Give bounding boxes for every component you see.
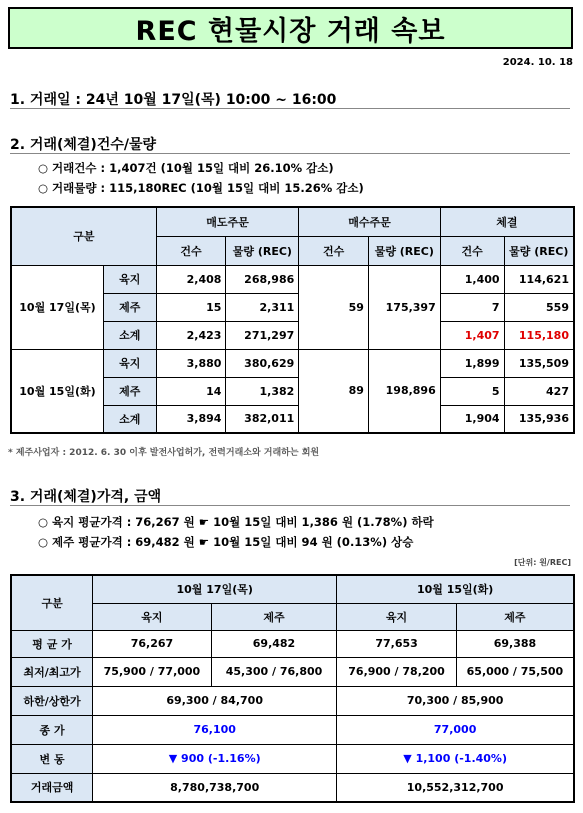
divider [10, 505, 570, 506]
sell-volume: 380,629 [226, 349, 299, 377]
table-row [11, 349, 574, 377]
minmax-price: 45,300 / 76,800 [211, 657, 337, 686]
land-price-summary: ○ 육지 평균가격 : 76,267 원 ☛ 10월 15일 대비 1,386 원 (1.78%) 하락 [38, 515, 434, 529]
header-volume: 물량 (REC) [226, 236, 299, 265]
deal-volume: 115,180 [504, 321, 574, 349]
table-row [11, 686, 574, 715]
table-row [11, 744, 574, 773]
avg-price: 69,482 [211, 630, 337, 657]
minmax-price: 76,900 / 78,200 [337, 657, 457, 686]
avg-price: 76,267 [93, 630, 212, 657]
deal-volume: 135,936 [504, 405, 574, 433]
sell-count: 15 [156, 293, 226, 321]
minmax-price: 65,000 / 75,500 [456, 657, 574, 686]
volume-table [10, 206, 575, 434]
buy-volume: 175,397 [368, 265, 440, 349]
buy-count: 89 [299, 349, 369, 433]
sell-volume: 268,986 [226, 265, 299, 293]
row-label: 육지 [103, 349, 156, 377]
report-date: 2024. 10. 18 [502, 57, 573, 68]
sell-volume: 271,297 [226, 321, 299, 349]
sell-count: 2,408 [156, 265, 226, 293]
divider [10, 153, 570, 154]
jeju-price-summary: ○ 제주 평균가격 : 69,482 원 ☛ 10월 15일 대비 94 원 (0.13%) 상승 [38, 535, 414, 549]
header-count: 건수 [299, 236, 369, 265]
section2-heading: 2. 거래(체결)건수/물량 [10, 137, 157, 153]
row-label: 최저/최고가 [11, 657, 93, 686]
deal-volume: 427 [504, 377, 574, 405]
price-change: ▼ 1,100 (-1.40%) [337, 744, 574, 773]
divider [10, 108, 570, 109]
price-table [10, 574, 575, 803]
sell-count: 3,894 [156, 405, 226, 433]
limit-price: 70,300 / 85,900 [337, 686, 574, 715]
sell-volume: 382,011 [226, 405, 299, 433]
table-row [11, 715, 574, 744]
footnote: * 제주사업자 : 2012. 6. 30 이후 발전사업허가, 전력거래소와 거래하는 회원 [8, 448, 320, 458]
buy-count: 59 [299, 265, 369, 349]
header-count: 건수 [156, 236, 226, 265]
header-jeju: 제주 [211, 603, 337, 630]
count-summary: ○ 거래건수 : 1,407건 (10월 15일 대비 26.10% 감소) [38, 161, 334, 175]
sell-count: 2,423 [156, 321, 226, 349]
sell-count: 3,880 [156, 349, 226, 377]
header-land: 육지 [337, 603, 457, 630]
deal-volume: 135,509 [504, 349, 574, 377]
header-volume: 물량 (REC) [368, 236, 440, 265]
trade-amount: 8,780,738,700 [93, 773, 337, 802]
header-sell-order: 매도주문 [156, 207, 299, 236]
deal-count: 1,400 [440, 265, 504, 293]
avg-price: 69,388 [456, 630, 574, 657]
row-label: 하한/상한가 [11, 686, 93, 715]
deal-volume: 559 [504, 293, 574, 321]
avg-price: 77,653 [337, 630, 457, 657]
header-date1: 10월 17일(목) [93, 575, 337, 603]
header-date2: 10월 15일(화) [337, 575, 574, 603]
trade-amount: 10,552,312,700 [337, 773, 574, 802]
table-row [11, 265, 574, 293]
row-label: 소계 [103, 405, 156, 433]
table-row [11, 630, 574, 657]
row-label: 제주 [103, 377, 156, 405]
sell-volume: 1,382 [226, 377, 299, 405]
row-label: 변 동 [11, 744, 93, 773]
page-title: REC 현물시장 거래 속보 [135, 15, 446, 47]
header-count: 건수 [440, 236, 504, 265]
deal-count: 1,904 [440, 405, 504, 433]
deal-count: 1,407 [440, 321, 504, 349]
price-change: ▼ 900 (-1.16%) [93, 744, 337, 773]
section3-heading: 3. 거래(체결)가격, 금액 [10, 489, 162, 505]
volume-summary: ○ 거래물량 : 115,180REC (10월 15일 대비 15.26% 감소) [38, 181, 364, 195]
section1-heading: 1. 거래일 : 24년 10월 17일(목) 10:00 ~ 16:00 [10, 92, 337, 108]
deal-count: 5 [440, 377, 504, 405]
header-land: 육지 [93, 603, 212, 630]
limit-price: 69,300 / 84,700 [93, 686, 337, 715]
title-banner [8, 7, 573, 49]
sell-count: 14 [156, 377, 226, 405]
table-row [11, 657, 574, 686]
sell-volume: 2,311 [226, 293, 299, 321]
minmax-price: 75,900 / 77,000 [93, 657, 212, 686]
close-price: 77,000 [337, 715, 574, 744]
row-label: 평 균 가 [11, 630, 93, 657]
row-label: 소계 [103, 321, 156, 349]
header-gubun: 구분 [11, 575, 93, 630]
table-row [11, 773, 574, 802]
header-gubun: 구분 [11, 207, 156, 265]
row-label: 육지 [103, 265, 156, 293]
close-price: 76,100 [93, 715, 337, 744]
buy-volume: 198,896 [368, 349, 440, 433]
header-deal: 체결 [440, 207, 574, 236]
deal-count: 1,899 [440, 349, 504, 377]
header-volume: 물량 (REC) [504, 236, 574, 265]
group-date: 10월 17일(목) [11, 265, 103, 349]
unit-label: [단위: 원/REC] [514, 558, 571, 567]
header-jeju: 제주 [456, 603, 574, 630]
deal-count: 7 [440, 293, 504, 321]
row-label: 거래금액 [11, 773, 93, 802]
group-date: 10월 15일(화) [11, 349, 103, 433]
row-label: 종 가 [11, 715, 93, 744]
deal-volume: 114,621 [504, 265, 574, 293]
row-label: 제주 [103, 293, 156, 321]
header-buy-order: 매수주문 [299, 207, 440, 236]
